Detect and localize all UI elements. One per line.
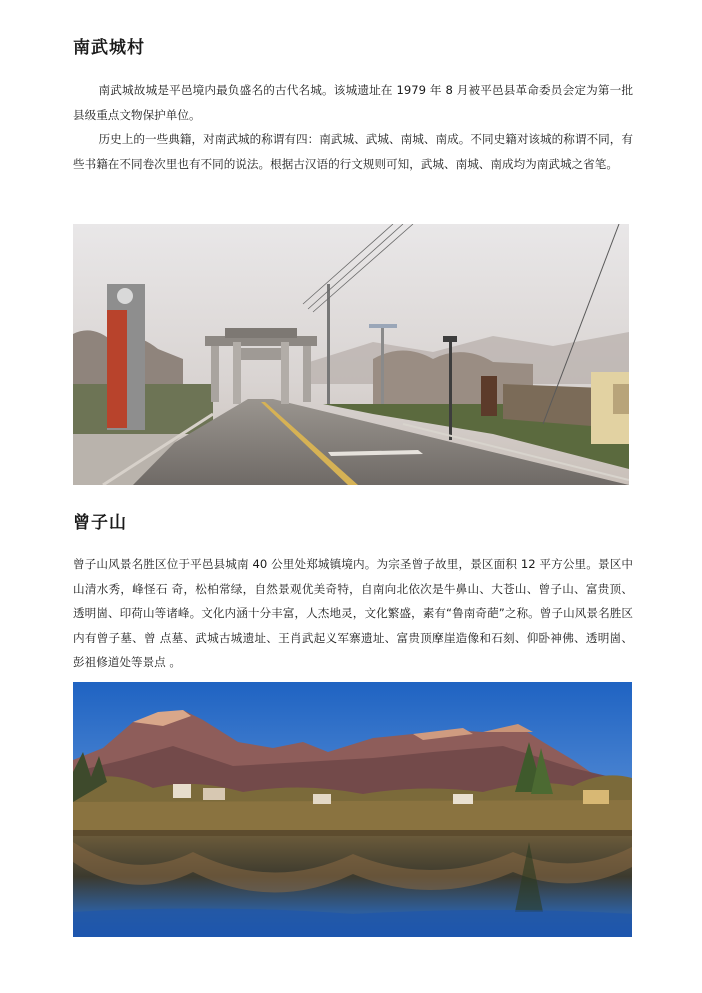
zengzishan-paragraph: 曾子山风景名胜区位于平邑县城南 40 公里处郑城镇境内。为宗圣曾子故里，景区面积 12 平方公里。景区中山清水秀，峰怪石 奇，松柏常绿，自然景观优美奇特，自南向北依次是牛鼻山、大苍山、曾子山、富贵顶、透明崮、印荷山等诸峰。文化内涵十分丰富，人杰地灵，文化繁盛，素有“鲁南奇葩”之称。曾子山风景名胜区内有曾子墓、曾 点墓、武城古城遗址、王肖武起义军寨遗址、富贵顶摩崖造像和石刻、仰卧神佛、透明崮、彭祖修道处等景点 。 — [73, 557, 633, 669]
mountain-lake-photo — [73, 682, 632, 937]
section-title-nanwucheng: 南武城村 — [73, 38, 145, 58]
nanwucheng-paragraph-2: 历史上的一些典籍，对南武城的称谓有四：南武城、武城、南城、南成。不同史籍对该城的称谓不同，有些书籍在不同卷次里也有不同的说法。根据古汉语的行文规则可知，武城、南城、南成均为南武城之省笔。 — [73, 132, 633, 171]
village-gate-photo — [73, 224, 629, 485]
section-title-zengzishan: 曾子山 — [73, 513, 127, 533]
nanwucheng-paragraph-1: 南武城故城是平邑境内最负盛名的古代名城。该城遗址在 1979 年 8 月被平邑县革命委员会定为第一批县级重点文物保护单位。 — [73, 83, 633, 122]
